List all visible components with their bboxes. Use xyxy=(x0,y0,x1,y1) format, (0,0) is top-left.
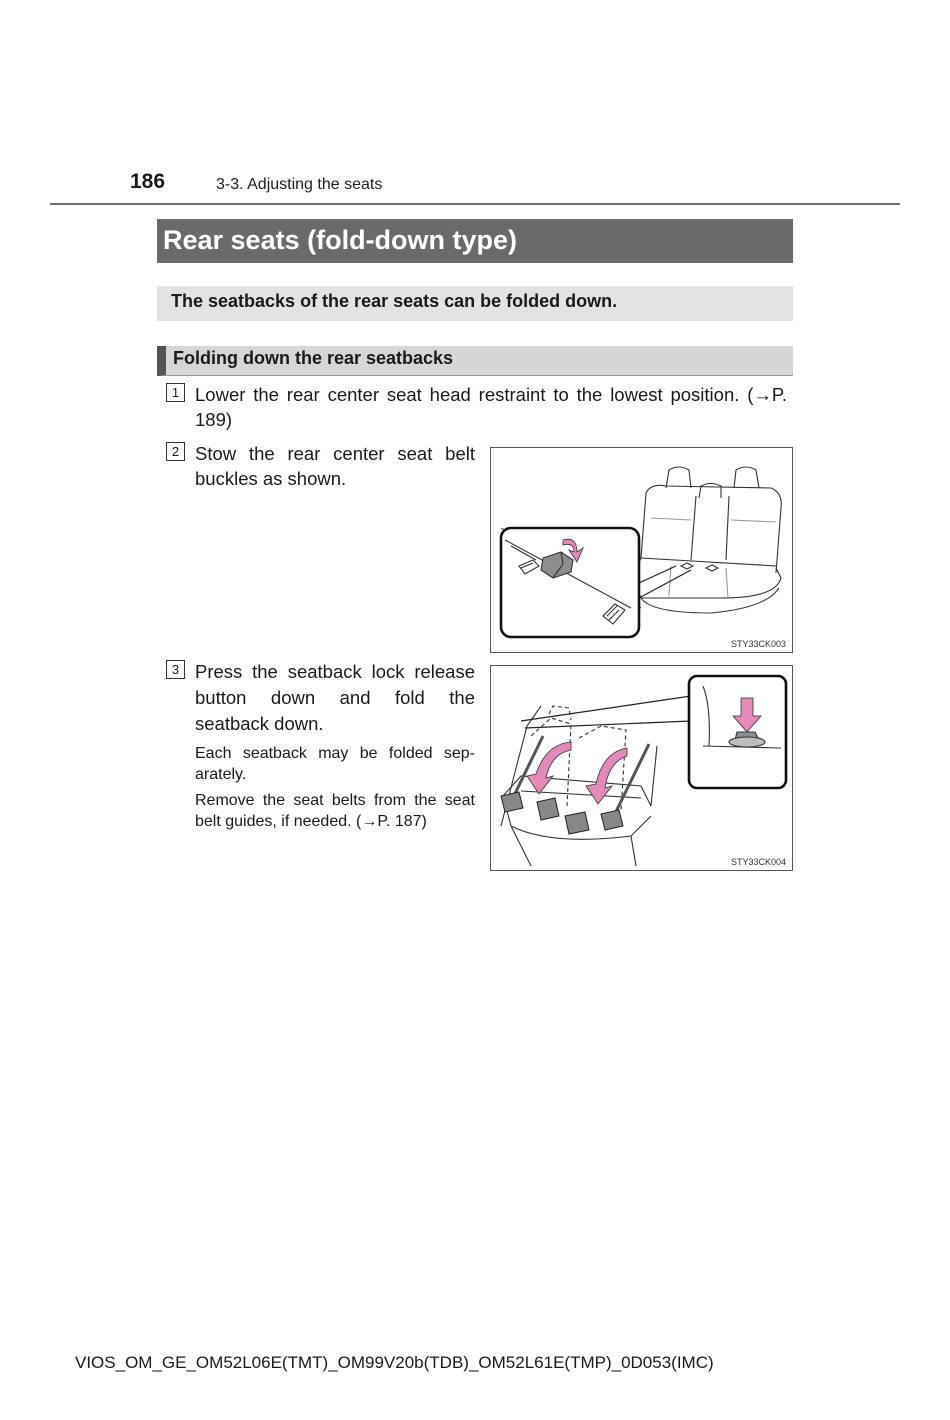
figure-code-1: STY33CK003 xyxy=(730,639,786,649)
step-3-number: 3 xyxy=(166,660,185,679)
section-breadcrumb: 3-3. Adjusting the seats xyxy=(216,176,383,193)
figure-code-2: STY33CK004 xyxy=(730,857,786,867)
step-2-number: 2 xyxy=(166,442,185,461)
header-divider xyxy=(50,203,900,205)
section-subheading: Folding down the rear seatbacks xyxy=(157,346,793,376)
seatback-fold-figure xyxy=(490,665,793,871)
seat-belt-buckle-figure xyxy=(490,447,793,653)
step-3-note-2: Remove the seat belts from the seat belt guides, if needed. (→P. 187) xyxy=(195,792,475,830)
step-3-text: Press the seatback lock release button down and fold the seatback down. xyxy=(195,661,475,734)
step-2-text: Stow the rear center seat belt buckles as shown. xyxy=(195,443,475,489)
step-3-note-1: Each seatback may be folded sep-arately. xyxy=(195,745,475,783)
page-title: Rear seats (fold-down type) xyxy=(157,219,793,263)
step-1-text: Lower the rear center seat head restraint to the lowest position. (→P. 189) xyxy=(195,384,787,430)
step-1-number: 1 xyxy=(166,383,185,402)
seatback-fold-illustration xyxy=(491,666,794,872)
intro-text: The seatbacks of the rear seats can be folded down. xyxy=(157,286,793,321)
document-footer-code: VIOS_OM_GE_OM52L06E(TMT)_OM99V20b(TDB)_OM52L61E(TMP)_0D053(IMC) xyxy=(75,1353,714,1372)
page-number: 186 xyxy=(130,170,166,193)
rear-seat-buckle-illustration xyxy=(491,448,794,654)
